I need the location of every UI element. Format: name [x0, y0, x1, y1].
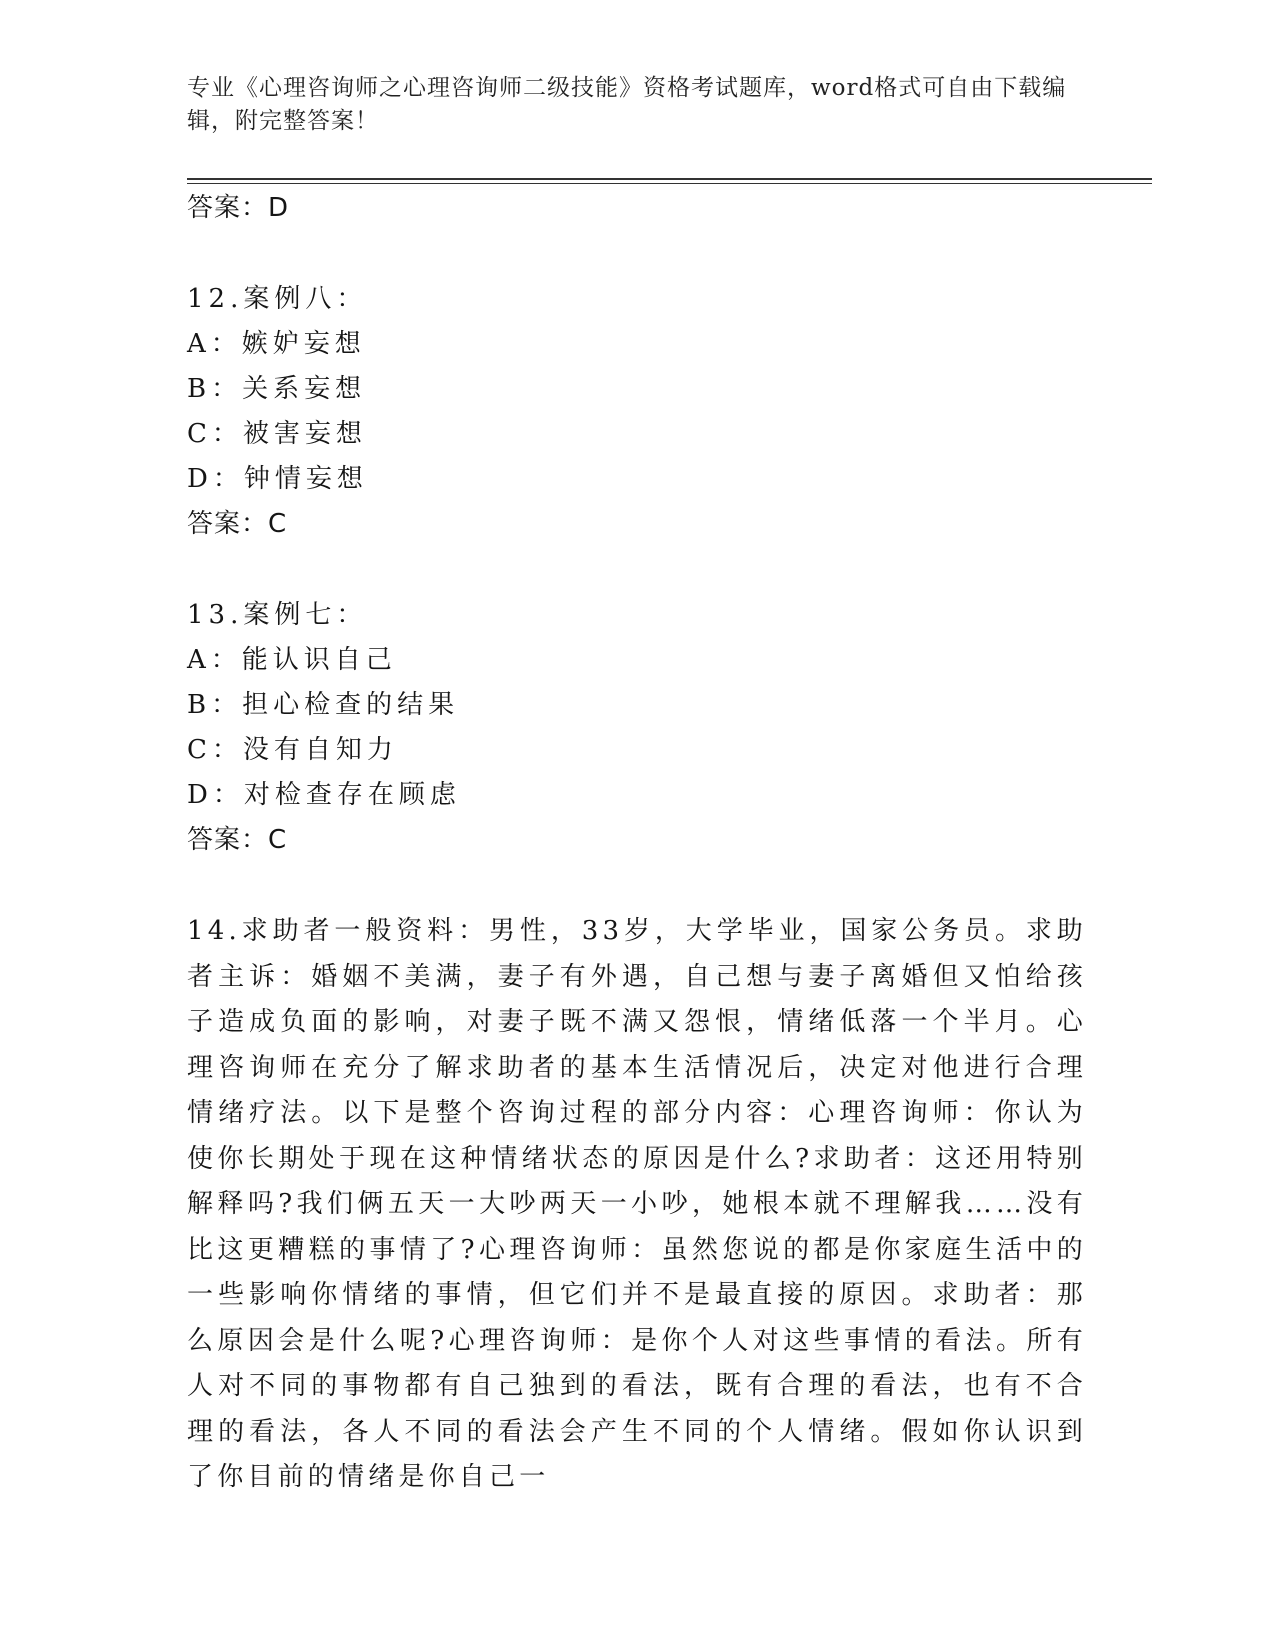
option-a: A：嫉妒妄想 [187, 329, 366, 359]
answer-line: 答案：D [187, 193, 290, 223]
section-spacer [187, 230, 1087, 277]
option-d: D：对检查存在顾虑 [187, 780, 461, 810]
option-b: B：担心检查的结果 [187, 690, 460, 720]
question-title: 13.案例七： [187, 600, 368, 630]
question-title: 12.案例八： [187, 284, 368, 314]
option-d: D：钟情妄想 [187, 464, 368, 494]
document-header: 专业《心理咨询师之心理咨询师二级技能》资格考试题库，word格式可自由下载编辑，附完整答案！ [187, 75, 1067, 134]
option-c: C：被害妄想 [187, 419, 367, 449]
header-divider [187, 178, 1152, 184]
section-spacer [187, 546, 1087, 593]
section-spacer [187, 862, 1087, 909]
option-a: A：能认识自己 [187, 645, 397, 675]
option-b: B：关系妄想 [187, 374, 367, 404]
answer-line: 答案：C [187, 509, 288, 539]
option-c: C：没有自知力 [187, 735, 398, 765]
answer-line: 答案：C [187, 825, 288, 855]
question-content [187, 186, 1087, 1501]
case-question-text: 14.求助者一般资料：男性，33岁，大学毕业，国家公务员。求助者主诉：婚姻不美满，妻子有外遇，自己想与妻子离婚但又怕给孩子造成负面的影响，对妻子既不满又怨恨，情绪低落一个半月。心理咨询师在充分了解求助者的基本生活情况后，决定对他进行合理情绪疗法。以下是整个咨询过程的部分内容：心理咨询师：你认为使你长期处于现在这种情绪状态的原因是什么?求助者：这还用特别解释吗?我们俩五天一大吵两天一小吵，她根本就不理解我……没有比这更糟糕的事情了?心理咨询师：虽然您说的都是你家庭生活中的一些影响你情绪的事情，但它们并不是最直接的原因。求助者：那么原因会是什么呢?心理咨询师：是你个人对这些事情的看法。所有人对不同的事物都有自己独到的看法，既有合理的看法，也有不合理的看法，各人不同的看法会产生不同的个人情绪。假如你认识到了你目前的情绪是你自己一 [187, 916, 1087, 1492]
